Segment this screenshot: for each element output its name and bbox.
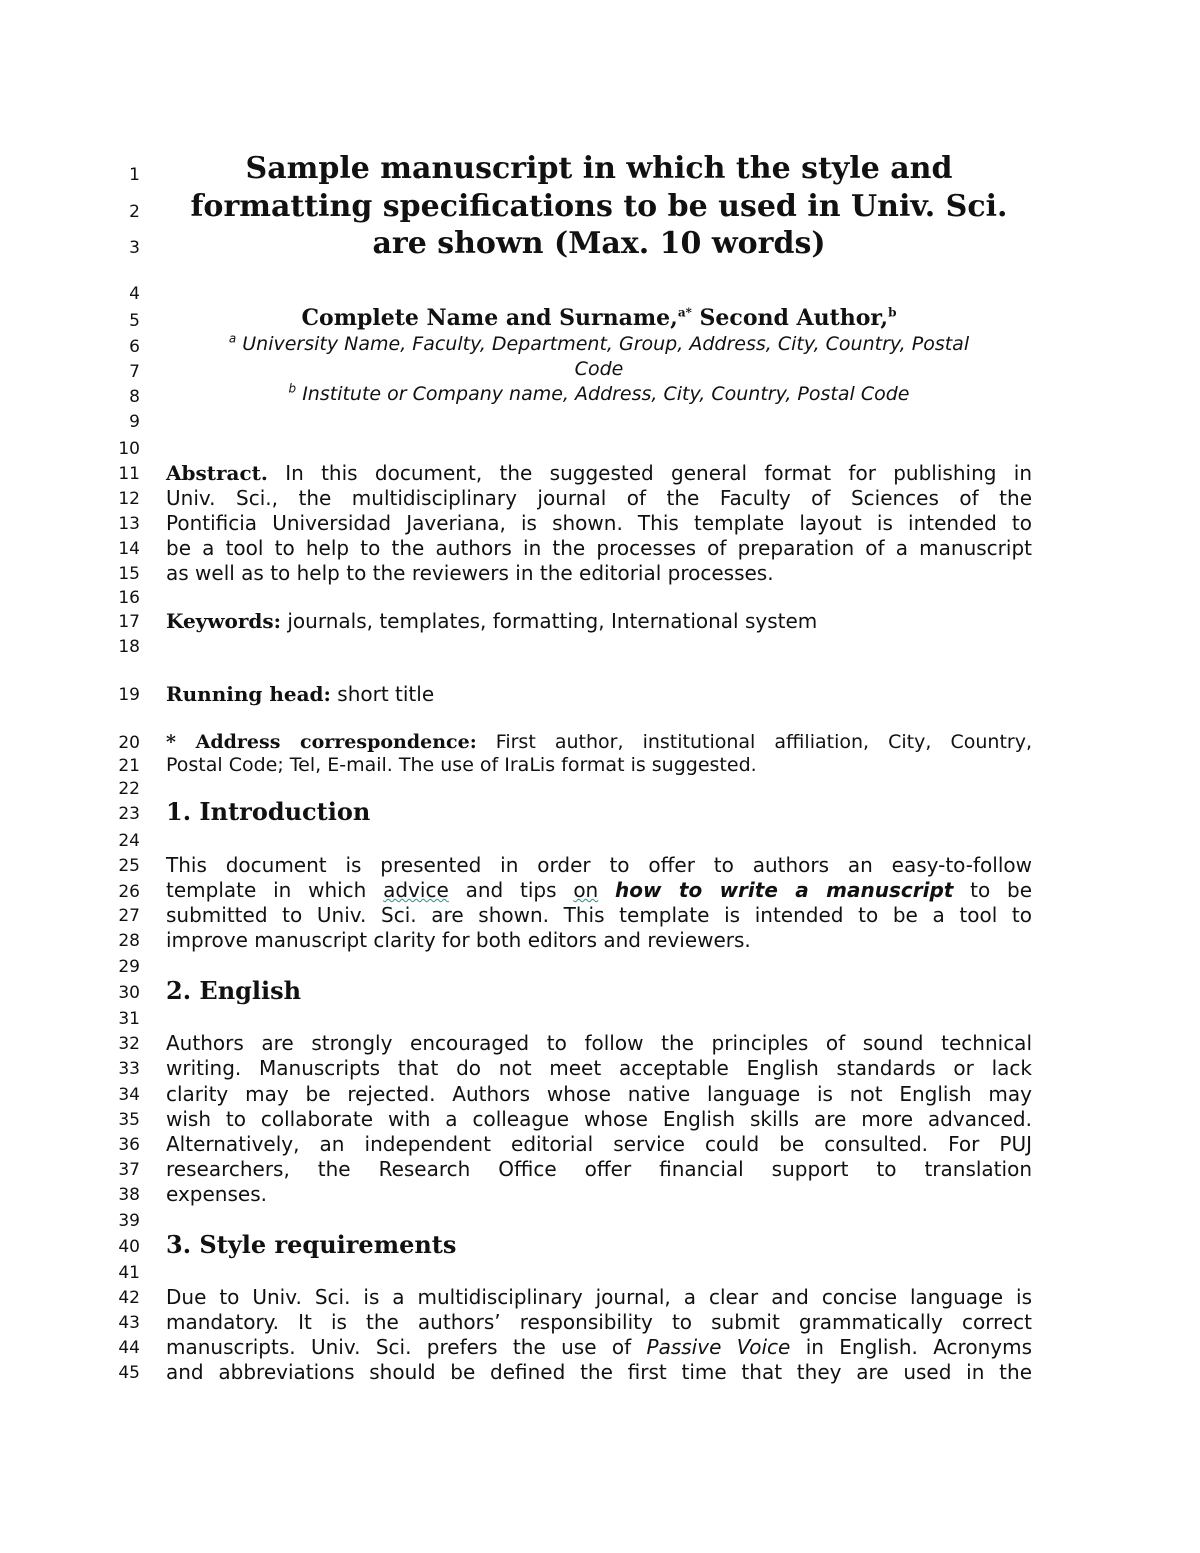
text-span: manuscripts. Univ. Sci. prefers the use of <box>166 1335 647 1359</box>
abstract-line-5: as well as to help to the reviewers in the editorial processes. <box>166 561 774 585</box>
running-head <box>166 681 1032 707</box>
introduction-line-4: improve manuscript clarity for both editors and reviewers. <box>166 928 751 952</box>
keywords-label: Keywords: <box>166 609 282 633</box>
abstract-line-2: Univ. Sci., the multidisciplinary journal of the Faculty of Sciences of the <box>166 486 1032 510</box>
keywords <box>166 608 1032 634</box>
title-line-1: Sample manuscript in which the style and <box>245 151 953 186</box>
line-number: 27 <box>118 906 140 926</box>
line-number: 32 <box>118 1034 140 1054</box>
line-number: 1 <box>129 165 140 185</box>
line-number: 30 <box>118 983 140 1003</box>
line-number: 45 <box>118 1363 140 1383</box>
text-span: template in which <box>166 878 384 902</box>
line-number: 28 <box>118 931 140 951</box>
style-line-3 <box>166 1334 1032 1360</box>
english-line-5: Alternatively, an independent editorial service could be consulted. For PUJ <box>166 1132 1032 1156</box>
text-span <box>598 878 615 902</box>
line-number: 19 <box>118 685 140 705</box>
line-number: 15 <box>118 564 140 584</box>
line-number: 44 <box>118 1338 140 1358</box>
line-number: 7 <box>129 362 140 382</box>
introduction-line-2 <box>166 877 1032 903</box>
line-number: 40 <box>118 1237 140 1257</box>
emphasis-how-to-write: how to write a manuscript <box>615 878 954 902</box>
text-span: and tips <box>448 878 574 902</box>
affiliation-b-text: Institute or Company name, Address, City, Country, Postal Code <box>296 383 910 405</box>
english-line-7: expenses. <box>166 1182 267 1206</box>
line-number: 14 <box>118 539 140 559</box>
english-line-1: Authors are strongly encouraged to follow the principles of sound technical <box>166 1031 1032 1055</box>
line-number: 41 <box>118 1263 140 1283</box>
line-number: 2 <box>129 202 140 222</box>
line-number: 8 <box>129 387 140 407</box>
line-number: 26 <box>118 882 140 902</box>
correspondence-label: * Address correspondence: <box>166 731 477 753</box>
english-line-4: wish to collaborate with a colleague whose English skills are more advanced. <box>166 1107 1032 1131</box>
line-number: 16 <box>118 588 140 608</box>
grammar-flag-on: on <box>573 878 599 902</box>
line-number: 35 <box>118 1110 140 1130</box>
line-number: 3 <box>129 238 140 258</box>
line-number: 17 <box>118 612 140 632</box>
line-number: 43 <box>118 1313 140 1333</box>
english-line-6: researchers, the Research Office offer financial support to translation <box>166 1157 1032 1181</box>
line-number: 37 <box>118 1160 140 1180</box>
line-number: 22 <box>118 779 140 799</box>
grammar-flag-advice: advice <box>383 878 449 902</box>
line-number: 23 <box>118 804 140 824</box>
second-author: Second Author, <box>691 305 889 331</box>
line-number: 12 <box>118 489 140 509</box>
english-line-3: clarity may be rejected. Authors whose native language is not English may <box>166 1082 1032 1106</box>
title-line-2: formatting specifications to be used in Univ. Sci. <box>190 189 1008 224</box>
style-line-2: mandatory. It is the authors’ responsibility to submit grammatically correct <box>166 1310 1032 1334</box>
first-author: Complete Name and Surname, <box>301 305 678 331</box>
line-number: 24 <box>118 831 140 851</box>
introduction-line-3: submitted to Univ. Sci. are shown. This template is intended to be a tool to <box>166 903 1032 927</box>
running-head-text: short title <box>330 682 435 706</box>
section-heading-introduction: 1. Introduction <box>166 797 371 826</box>
line-number: 25 <box>118 856 140 876</box>
line-number: 29 <box>118 957 140 977</box>
section-heading-english: 2. English <box>166 976 302 1005</box>
line-number: 18 <box>118 637 140 657</box>
line-number: 20 <box>118 733 140 753</box>
line-number: 38 <box>118 1185 140 1205</box>
line-number: 31 <box>118 1009 140 1029</box>
abstract-line-1 <box>166 460 1032 486</box>
running-head-label: Running head: <box>166 682 331 706</box>
line-number: 42 <box>118 1288 140 1308</box>
emphasis-passive-voice: Passive Voice <box>646 1335 791 1359</box>
correspondence-line-2: Postal Code; Tel, E-mail. The use of IraLis format is suggested. <box>166 754 757 776</box>
affiliation-a <box>166 333 1032 355</box>
line-number: 11 <box>118 464 140 484</box>
line-number: 10 <box>118 439 140 459</box>
line-number: 33 <box>118 1059 140 1079</box>
introduction-line-1: This document is presented in order to offer to authors an easy-to-follow <box>166 853 1032 877</box>
correspondence-text: First author, institutional affiliation, City, Country, <box>476 731 1032 753</box>
affiliation-b-mark: b <box>288 381 297 396</box>
line-number: 4 <box>129 284 140 304</box>
line-number: 9 <box>129 412 140 432</box>
abstract-text: In this document, the suggested general format for publishing in <box>267 461 1032 485</box>
abstract-label: Abstract. <box>166 461 268 485</box>
line-number: 34 <box>118 1085 140 1105</box>
affiliation-a-text: University Name, Faculty, Department, Group, Address, City, Country, Postal <box>236 333 970 355</box>
author-list <box>166 305 1032 331</box>
text-span: to be <box>953 878 1033 902</box>
english-line-2: writing. Manuscripts that do not meet acceptable English standards or lack <box>166 1056 1032 1080</box>
line-number: 6 <box>129 337 140 357</box>
keywords-text: journals, templates, formatting, International system <box>281 609 818 633</box>
affiliation-b <box>166 383 1032 405</box>
line-number: 39 <box>118 1211 140 1231</box>
style-line-1: Due to Univ. Sci. is a multidisciplinary journal, a clear and concise language is <box>166 1285 1032 1309</box>
title-line-3: are shown (Max. 10 words) <box>372 226 826 261</box>
style-line-4: and abbreviations should be defined the first time that they are used in the <box>166 1360 1032 1384</box>
line-number: 36 <box>118 1135 140 1155</box>
abstract-line-4: be a tool to help to the authors in the processes of preparation of a manuscript <box>166 536 1032 560</box>
text-span: in English. Acronyms <box>790 1335 1032 1359</box>
affiliation-a-mark: a <box>228 331 237 346</box>
affiliation-a-continued: Code <box>574 358 624 380</box>
line-number: 21 <box>118 756 140 776</box>
line-number: 5 <box>129 311 140 331</box>
section-heading-style-requirements: 3. Style requirements <box>166 1230 457 1259</box>
first-author-affiliation-mark: a* <box>677 305 692 320</box>
abstract-line-3: Pontificia Universidad Javeriana, is shown. This template layout is intended to <box>166 511 1032 535</box>
line-number: 13 <box>118 514 140 534</box>
second-author-affiliation-mark: b <box>888 305 897 320</box>
